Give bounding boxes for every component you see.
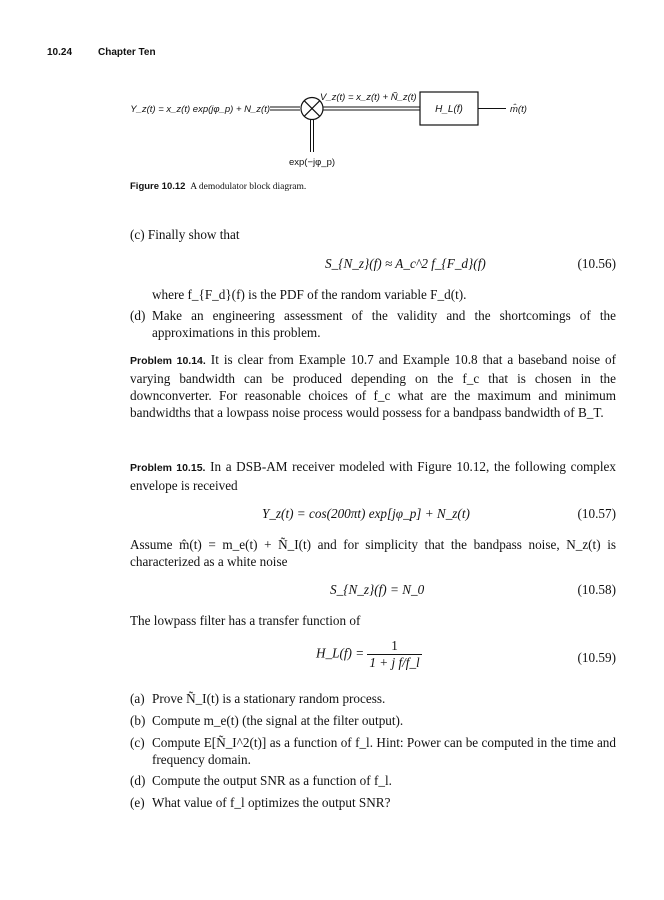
problem-10-14-text: It is clear from Example 10.7 and Example 10.8 that a baseband noise of varying bandwidth can be produced depending on the f_c that is chosen in the downconverter. For reasonable choices of f_c what are the maximum and minimum bandwidths that a lowpass noise process would possess for a bandpass bandwidth of B_T. xyxy=(130,352,617,420)
part-a-label: (a) xyxy=(130,691,145,706)
part-d-text: Make an engineering assessment of the validity and the shortcomings of the approximations in this problem. xyxy=(152,308,616,340)
problem-10-15-label: Problem 10.15. xyxy=(130,462,206,474)
part-e-label: (e) xyxy=(130,795,145,810)
figure-caption xyxy=(130,181,306,192)
equation-10-58: S_{N_z}(f) = N_0 xyxy=(330,582,425,597)
part-c-text: Compute E[Ñ_I^2(t)] as a function of f_l. Hint: Power can be computed in the time and frequency domain. xyxy=(152,735,616,767)
equation-number-10-56: (10.56) xyxy=(577,256,616,271)
mixer-output-label: V_z(t) = x_z(t) + Ñ_z(t) xyxy=(320,92,417,103)
page-number: 10.24 xyxy=(47,47,73,58)
part-b xyxy=(130,712,616,729)
part-c xyxy=(130,734,616,767)
equation-10-59-denominator: 1 + j f/f_l xyxy=(369,655,420,670)
chapter-title: Chapter Ten xyxy=(98,47,156,58)
part-d2-text: Compute the output SNR as a function of f_l. xyxy=(152,773,392,788)
equation-10-57: Y_z(t) = cos(200πt) exp[jφ_p] + N_z(t) xyxy=(262,506,470,521)
input-label: Y_z(t) = x_z(t) exp(jφ_p) + N_z(t) xyxy=(130,104,270,115)
problem-10-14-label: Problem 10.14. xyxy=(130,355,206,367)
part-c-where: where f_{F_d}(f) is the PDF of the random variable F_d(t). xyxy=(152,287,467,302)
part-d2-label: (d) xyxy=(130,773,146,788)
part-b-label: (b) xyxy=(130,713,146,728)
part-e-text: What value of f_l optimizes the output SNR? xyxy=(152,795,391,810)
part-a xyxy=(130,690,616,707)
equation-10-59-numerator: 1 xyxy=(367,638,421,655)
figure-caption-number: Figure 10.12 xyxy=(130,181,186,192)
part-e xyxy=(130,794,616,811)
figure-caption-text: A demodulator block diagram. xyxy=(190,182,307,192)
problem-10-15-text: In a DSB-AM receiver modeled with Figure 10.12, the following complex envelope is received xyxy=(130,459,616,493)
problem-10-15 xyxy=(130,458,616,494)
oscillator-label: exp(−jφ_p) xyxy=(288,157,336,168)
equation-number-10-58: (10.58) xyxy=(577,582,616,597)
equation-10-56: S_{N_z}(f) ≈ A_c^2 f_{F_d}(f) xyxy=(325,256,486,271)
demodulator-block-diagram xyxy=(0,0,664,200)
equation-number-10-57: (10.57) xyxy=(577,506,616,521)
part-d-label: (d) xyxy=(130,308,146,323)
lowpass-text: The lowpass filter has a transfer function of xyxy=(130,613,361,628)
equation-10-59-lhs: H_L(f) = xyxy=(316,645,365,661)
equation-10-59-fraction xyxy=(367,638,421,671)
part-c-intro: (c) Finally show that xyxy=(130,227,240,242)
part-a-text: Prove Ñ_I(t) is a stationary random process. xyxy=(152,691,386,706)
equation-10-59 xyxy=(316,638,422,671)
output-label: m̂(t) xyxy=(510,104,527,115)
problem-10-14 xyxy=(130,351,616,421)
equation-number-10-59: (10.59) xyxy=(577,650,616,665)
part-d xyxy=(130,307,616,340)
part-b-text: Compute m_e(t) (the signal at the filter output). xyxy=(152,713,404,728)
assume-text: Assume m̂(t) = m_e(t) + Ñ_I(t) and for simplicity that the bandpass noise, N_z(t) is characterized as a white noise xyxy=(130,537,616,569)
part-d2 xyxy=(130,772,616,789)
filter-label: H_L(f) xyxy=(435,104,463,115)
part-c-label: (c) xyxy=(130,735,145,750)
